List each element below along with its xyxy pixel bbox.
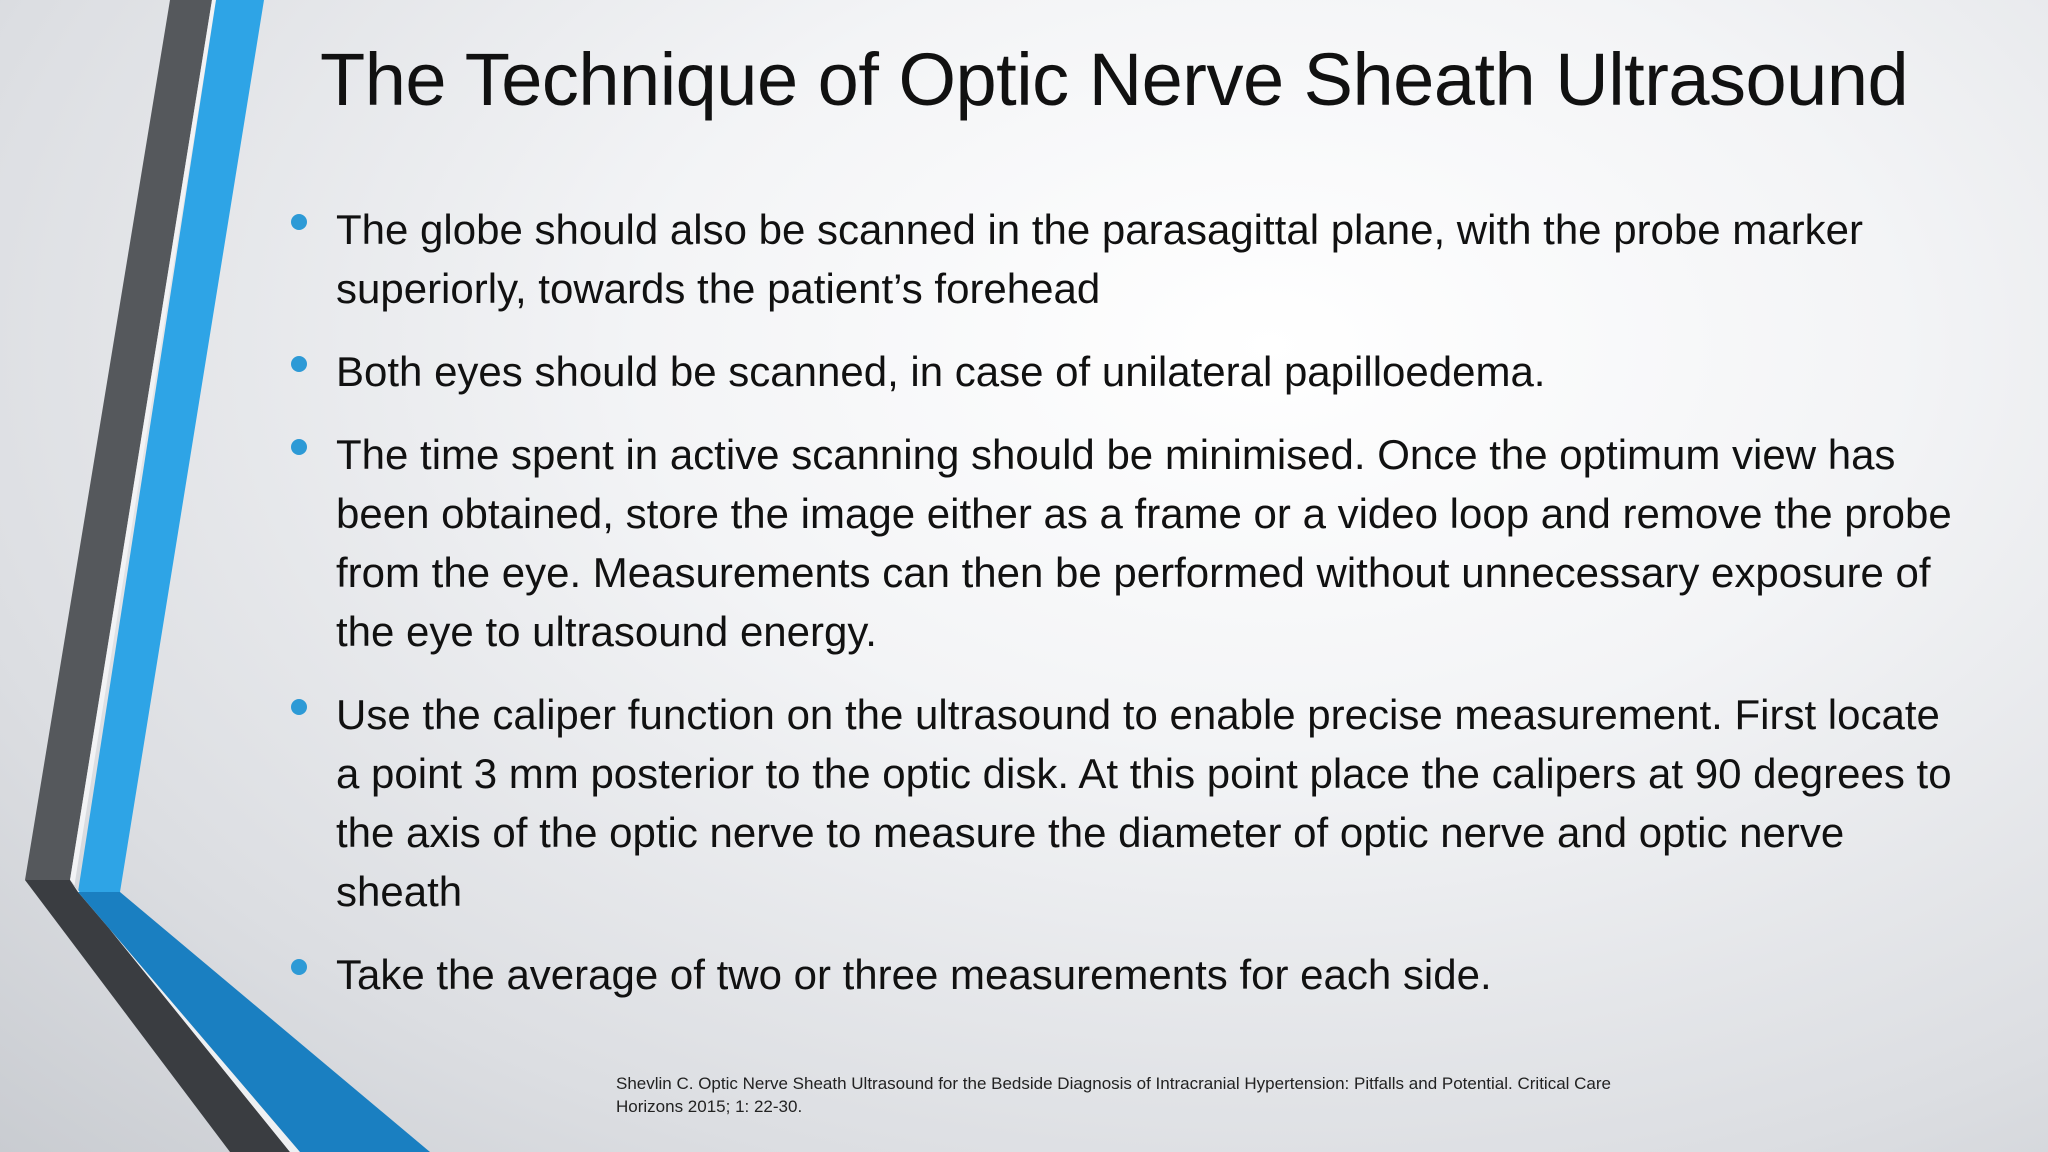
bullet-dot-icon xyxy=(291,356,307,372)
slide-title: The Technique of Optic Nerve Sheath Ultrasound xyxy=(320,38,1909,121)
bullet-dot-icon xyxy=(291,439,307,455)
bullet-dot-icon xyxy=(291,959,307,975)
bullet-dot-icon xyxy=(291,699,307,715)
white-gap-upper xyxy=(70,0,216,888)
bullet-text: Both eyes should be scanned, in case of unilateral papilloedema. xyxy=(336,348,1546,395)
bullet-item xyxy=(288,945,1958,1004)
bullet-text: The globe should also be scanned in the parasagittal plane, with the probe marker superiorly, towards the patient’s forehead xyxy=(336,206,1863,312)
bullet-item xyxy=(288,342,1958,401)
bullet-dot-icon xyxy=(291,214,307,230)
citation: Shevlin C. Optic Nerve Sheath Ultrasound for the Bedside Diagnosis of Intracranial Hypertension: Pitfalls and Potential. Critical Care Horizons 2015; 1: 22-30. xyxy=(616,1074,1611,1116)
bullet-text: Use the caliper function on the ultrasound to enable precise measurement. First locate a point 3 mm posterior to the optic disk. At this point place the calipers at 90 degrees to the axis of the optic nerve to measure the diameter of optic nerve and optic nerve sheath xyxy=(336,691,1952,915)
bullet-text: The time spent in active scanning should be minimised. Once the optimum view has been obtained, store the image either as a frame or a video loop and remove the probe from the eye. Measurements can then be performed without unnecessary exposure of the eye to ultrasound energy. xyxy=(336,431,1952,655)
bullet-text: Take the average of two or three measurements for each side. xyxy=(336,951,1492,998)
bullet-item xyxy=(288,200,1958,318)
bullet-item xyxy=(288,685,1958,921)
bullet-list xyxy=(288,200,1958,1028)
bullet-item xyxy=(288,425,1958,661)
